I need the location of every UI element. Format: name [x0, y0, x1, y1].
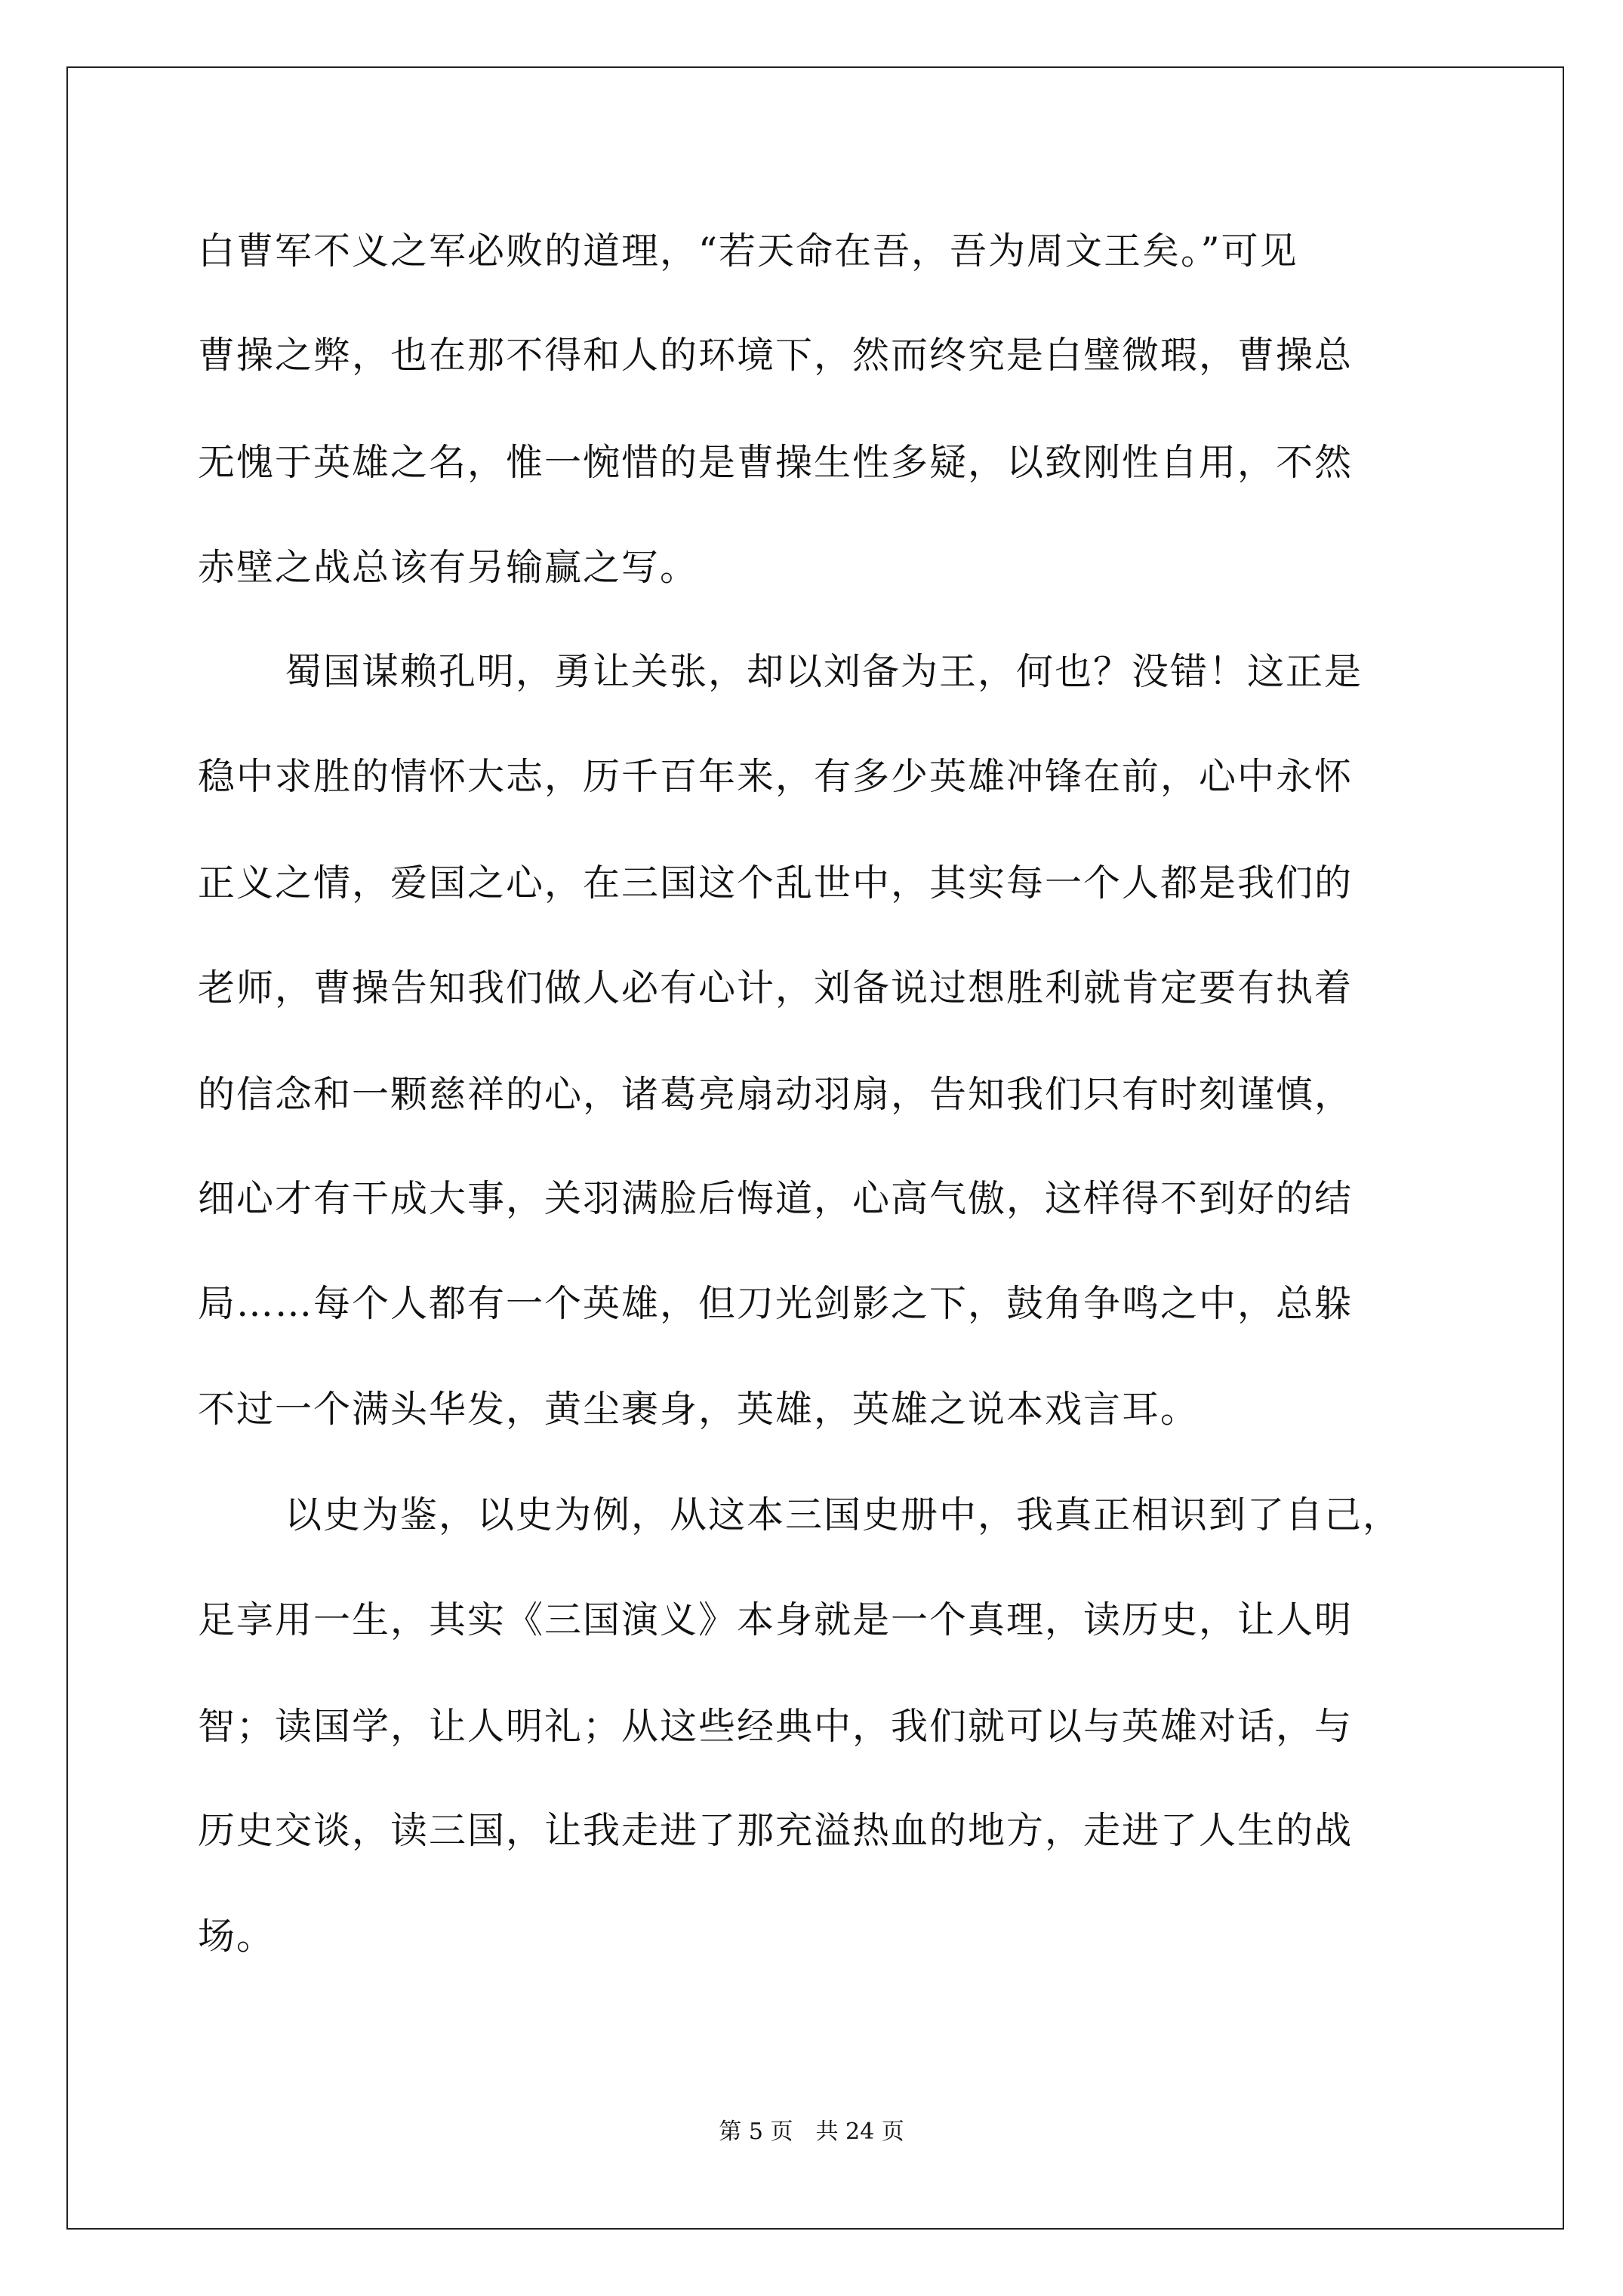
text-line: 蜀国谋赖孔明，勇让关张，却以刘备为王，何也？没错！这正是 — [285, 650, 1363, 693]
text-line: 正义之情，爱国之心，在三国这个乱世中，其实每一个人都是我们的 — [198, 861, 1354, 905]
text-line: 的信念和一颗慈祥的心，诸葛亮扇动羽扇，告知我们只有时刻谨慎， — [198, 1073, 1354, 1116]
text-line: 白曹军不义之军必败的道理，“若天命在吾，吾为周文王矣。”可见 — [198, 230, 1298, 273]
text-line: 稳中求胜的情怀大志，历千百年来，有多少英雄冲锋在前，心中永怀 — [198, 755, 1354, 798]
text-line: 场。 — [198, 1915, 276, 1958]
page-number-footer: 第 5 页 共 24 页 — [719, 2119, 904, 2145]
text-line: 老师，曹操告知我们做人必有心计，刘备说过想胜利就肯定要有执着 — [198, 966, 1354, 1009]
text-line: 无愧于英雄之名，惟一惋惜的是曹操生性多疑，以致刚性自用，不然 — [198, 441, 1354, 484]
page-border — [66, 66, 1564, 2230]
text-line: 局……每个人都有一个英雄，但刀光剑影之下，鼓角争鸣之中，总躲 — [198, 1282, 1354, 1325]
text-line: 曹操之弊，也在那不得和人的环境下，然而终究是白璧微瑕，曹操总 — [198, 334, 1354, 377]
text-line: 赤壁之战总该有另输赢之写。 — [198, 546, 699, 589]
text-line: 历史交谈，读三国，让我走进了那充溢热血的地方，走进了人生的战 — [198, 1809, 1354, 1852]
text-line: 不过一个满头华发，黄尘裹身，英雄，英雄之说本戏言耳。 — [198, 1388, 1200, 1431]
text-line: 细心才有干成大事，关羽满脸后悔道，心高气傲，这样得不到好的结 — [198, 1177, 1354, 1220]
text-line: 足享用一生，其实《三国演义》本身就是一个真理，读历史，让人明 — [198, 1598, 1354, 1641]
text-line: 以史为鉴，以史为例，从这本三国史册中，我真正相识到了自己， — [285, 1493, 1402, 1536]
text-line: 智；读国学，让人明礼；从这些经典中，我们就可以与英雄对话，与 — [198, 1705, 1354, 1748]
